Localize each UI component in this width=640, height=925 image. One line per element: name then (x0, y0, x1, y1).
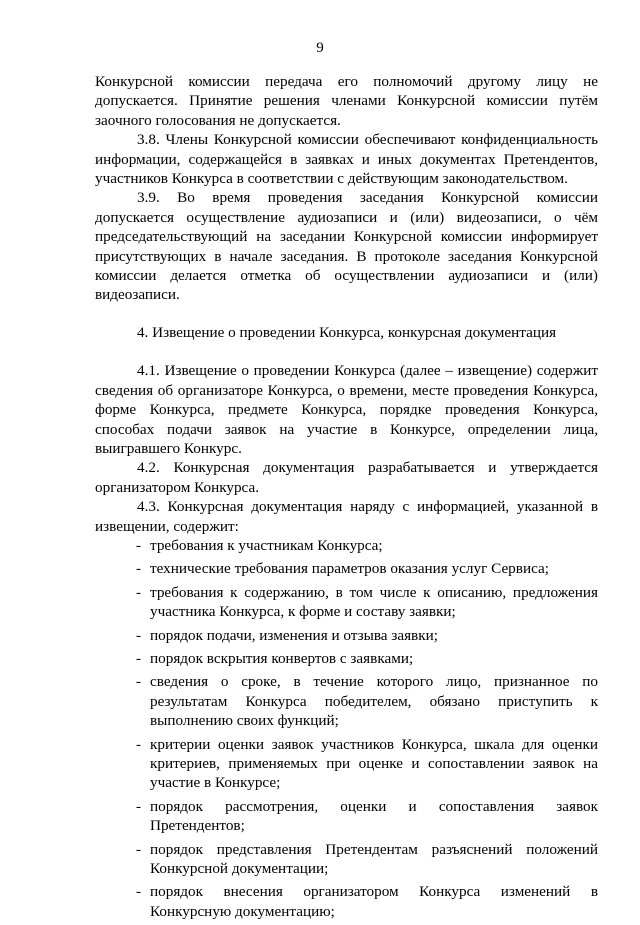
list-item-text: порядок представления Претендентам разъяснений положений Конкурсной документации; (150, 840, 598, 878)
list-item (95, 672, 598, 730)
list-marker: - (136, 560, 142, 578)
list-item-text: порядок внесения организатором Конкурса изменений в Конкурсную документацию; (150, 883, 598, 920)
list-marker: - (136, 840, 142, 858)
paragraph-3-8: 3.8. Члены Конкурсной комиссии обеспечивают конфиденциальность информации, содержащейся в заявках и иных документах Претендентов, участников Конкурса в соответствии с действующим законодательством. (95, 131, 598, 188)
list-item-text: порядок вскрытия конвертов с заявками; (150, 649, 414, 667)
list-item (95, 649, 598, 668)
list-marker: - (136, 536, 142, 554)
list-item-text: требования к содержанию, в том числе к описанию, предложения участника Конкурса, к форме и составу заявки; (150, 583, 598, 621)
list-item (95, 559, 598, 578)
list-item-text: требования к участникам Конкурса; (150, 536, 383, 554)
list-marker: - (136, 673, 142, 691)
list-item-text: технические требования параметров оказания услуг Сервиса; (150, 560, 549, 578)
list-item-text: критерии оценки заявок участников Конкурса, шкала для оценки критериев, применяемых при оценке и сопоставлении заявок на участие в Конкурсе; (150, 735, 598, 792)
paragraph-continuation: Конкурсной комиссии передача его полномочий другому лицу не допускается. Принятие решения членами Конкурсной комиссии путём заочного голосования не допускается. (95, 73, 598, 129)
list-item (95, 626, 598, 645)
paragraph-4-1: 4.1. Извещение о проведении Конкурса (далее – извещение) содержит сведения об организаторе Конкурса, о времени, месте проведения Конкурса, форме Конкурса, предмете Конкурса, порядке проведения Конкурса, способах подачи заявок на участие в Конкурсе, определении лица, выигравшего Конкурс. (95, 362, 598, 457)
list-marker: - (136, 797, 142, 815)
paragraph-4-3: 4.3. Конкурсная документация наряду с информацией, указанной в извещении, содержит: (95, 498, 598, 535)
list-item-text: порядок подачи, изменения и отзыва заявки; (150, 626, 438, 644)
page-number: 9 (316, 40, 324, 56)
paragraph-4-2: 4.2. Конкурсная документация разрабатывается и утверждается организатором Конкурса. (95, 459, 598, 496)
list-marker: - (136, 626, 142, 644)
list-item-text: порядок рассмотрения, оценки и сопоставления заявок Претендентов; (150, 797, 598, 835)
list-marker: - (136, 649, 142, 667)
list-item (95, 735, 598, 793)
list-item (95, 536, 598, 555)
list-item (95, 882, 598, 921)
paragraph-3-9: 3.9. Во время проведения заседания Конкурсной комиссии допускается осуществление аудиозаписи и (или) видеозаписи, о чём председательствующий на заседании Конкурсной комиссии информирует присутствующих в начале заседания. В протоколе заседания Конкурсной комиссии делается отметка об осуществлении аудиозаписи и (или) видеозаписи. (95, 189, 598, 304)
list-item (95, 797, 598, 836)
list-marker: - (136, 735, 142, 753)
list-marker: - (136, 883, 142, 901)
list-item (95, 583, 598, 622)
requirements-list (95, 536, 598, 921)
list-marker: - (136, 583, 142, 601)
document-body (95, 72, 598, 925)
section-heading: 4. Извещение о проведении Конкурса, конкурсная документация (136, 323, 557, 341)
list-item (95, 840, 598, 879)
list-item-text: сведения о сроке, в течение которого лицо, признанное по результатам Конкурса победителем, обязано приступить к выполнению своих функций; (150, 673, 598, 730)
